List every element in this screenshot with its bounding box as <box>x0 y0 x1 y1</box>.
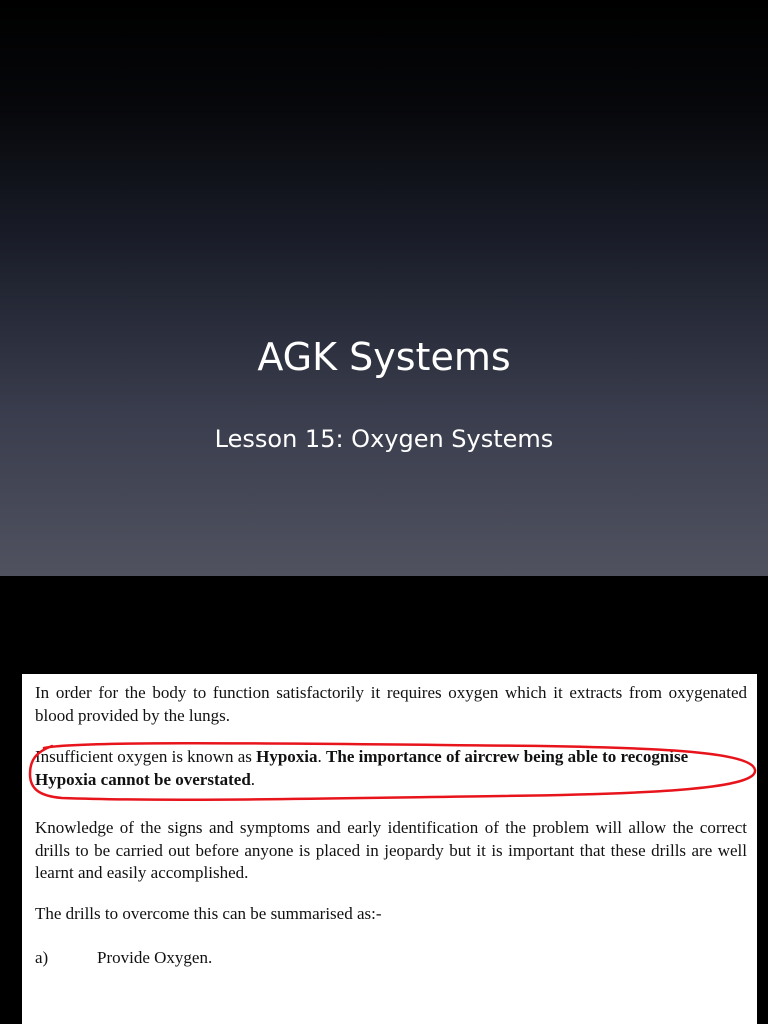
document-excerpt <box>22 674 757 1024</box>
slide-subtitle: Lesson 15: Oxygen Systems <box>214 425 554 453</box>
hypoxia-separator: . <box>317 747 327 766</box>
hypoxia-emphasis: The importance of aircrew being able to recognise Hypoxia cannot be overstated <box>35 747 689 789</box>
paragraph-signs-symptoms: Knowledge of the signs and symptoms and early identification of the problem will allow the correct drills to be carried out before anyone is placed in jeopardy but it is important that these drills are well learnt and easily accomplished. <box>35 818 747 882</box>
hypoxia-term: Hypoxia <box>256 747 318 766</box>
slide-title: AGK Systems <box>257 335 511 379</box>
hypoxia-end: . <box>250 769 256 789</box>
hypoxia-intro-text: Insufficient oxygen is known as <box>35 747 257 766</box>
document-text <box>35 682 747 970</box>
paragraph-drills-summary: The drills to overcome this can be summarised as:- <box>35 903 382 923</box>
list-item-text: Provide Oxygen. <box>97 948 213 967</box>
list-item <box>35 947 747 970</box>
document-slide <box>0 576 768 1024</box>
paragraph-oxygen-requirement: In order for the body to function satisfactorily it requires oxygen which it extracts from oxygenated blood provided by the lungs. <box>35 683 747 725</box>
paragraph-hypoxia <box>35 746 747 791</box>
list-item-marker: a) <box>35 948 49 967</box>
